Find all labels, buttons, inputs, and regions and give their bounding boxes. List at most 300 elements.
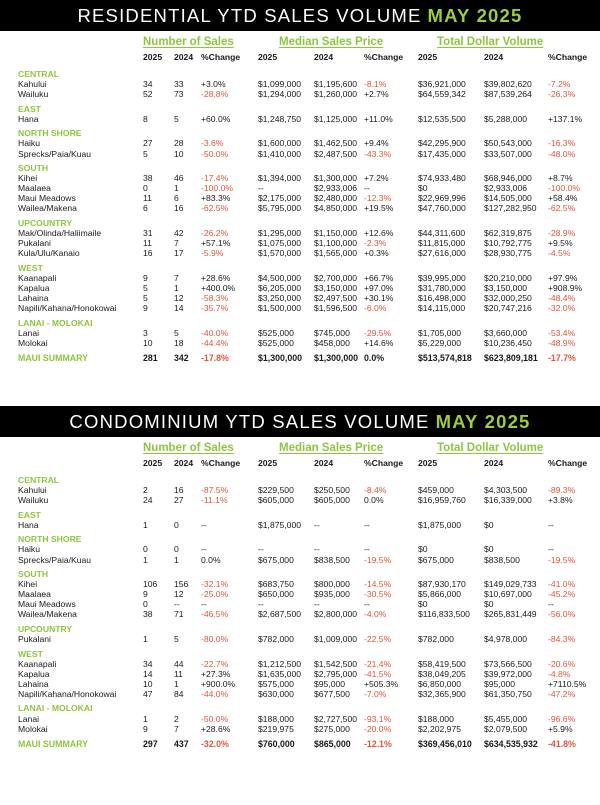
cell-value: $2,700,000 bbox=[314, 272, 358, 283]
cell-value: +83.3% bbox=[201, 193, 231, 204]
cell-value: $16,339,000 bbox=[484, 495, 532, 506]
cell-value: 0 bbox=[143, 599, 148, 610]
cell-value: $14,115,000 bbox=[418, 303, 466, 314]
cell-value: -20.6% bbox=[548, 658, 576, 669]
cell-value: $22,969,996 bbox=[418, 193, 466, 204]
cell-value: $4,500,000 bbox=[258, 272, 302, 283]
cell-value: -- bbox=[314, 519, 320, 530]
cell-value: $1,009,000 bbox=[314, 634, 358, 644]
table-row bbox=[0, 173, 600, 183]
cell-value: 18 bbox=[174, 337, 184, 348]
table-row bbox=[0, 495, 600, 505]
region-name: LANAI - MOLOKAI bbox=[18, 703, 93, 714]
area-name: Maalaea bbox=[18, 183, 51, 194]
cell-value: 46 bbox=[174, 173, 184, 184]
cell-value: -8.1% bbox=[364, 79, 387, 90]
table-row bbox=[0, 679, 600, 689]
cell-value: $10,697,000 bbox=[484, 589, 532, 600]
cell-value: $677,500 bbox=[314, 688, 350, 699]
cell-value: $1,410,000 bbox=[258, 148, 302, 159]
table-row bbox=[0, 303, 600, 313]
cell-value: $1,075,000 bbox=[258, 238, 302, 249]
cell-value: -41.5% bbox=[364, 668, 392, 679]
cell-value: 27 bbox=[143, 138, 153, 149]
cell-value: $1,099,000 bbox=[258, 79, 302, 90]
area-name: Pukalani bbox=[18, 634, 51, 644]
cell-value: $250,500 bbox=[314, 485, 350, 496]
cell-value: $265,831,449 bbox=[484, 609, 537, 620]
summary-value: 437 bbox=[174, 739, 189, 750]
region-label bbox=[0, 104, 600, 114]
cell-value: $3,250,000 bbox=[258, 293, 302, 303]
cell-value: $800,000 bbox=[314, 579, 350, 590]
cell-value: $0 bbox=[484, 519, 494, 530]
summary-value: $513,574,818 bbox=[418, 353, 472, 364]
area-name: Wailea/Makena bbox=[18, 609, 77, 620]
cell-value: $2,175,000 bbox=[258, 193, 302, 204]
column-header: 2025 bbox=[258, 52, 278, 62]
area-name: Molokai bbox=[18, 723, 48, 734]
cell-value: +900.0% bbox=[201, 678, 236, 689]
cell-value: -48.9% bbox=[548, 337, 576, 348]
table-row bbox=[0, 283, 600, 293]
table-row bbox=[0, 203, 600, 213]
cell-value: $12,535,500 bbox=[418, 113, 466, 124]
cell-value: -93.1% bbox=[364, 713, 392, 724]
cell-value: 1 bbox=[174, 282, 179, 293]
cell-value: $1,294,000 bbox=[258, 89, 302, 100]
cell-value: 2 bbox=[143, 485, 148, 496]
cell-value: $188,000 bbox=[258, 713, 294, 724]
cell-value: -100.0% bbox=[548, 183, 581, 194]
cell-value: +0.3% bbox=[364, 248, 389, 259]
cell-value: -50.0% bbox=[201, 713, 229, 724]
cell-value: -- bbox=[364, 599, 370, 610]
cell-value: -56.0% bbox=[548, 609, 576, 620]
table-row bbox=[0, 724, 600, 734]
cell-value: $1,635,000 bbox=[258, 668, 302, 679]
region-name: NORTH SHORE bbox=[18, 128, 82, 139]
cell-value: +5.9% bbox=[548, 723, 573, 734]
cell-value: $39,995,000 bbox=[418, 272, 466, 283]
cell-value: $525,000 bbox=[258, 337, 294, 348]
region-label bbox=[0, 569, 600, 579]
region-label bbox=[0, 128, 600, 138]
cell-value: 17 bbox=[174, 248, 184, 259]
table-row bbox=[0, 689, 600, 699]
cell-value: $1,212,500 bbox=[258, 658, 302, 669]
cell-value: $5,229,000 bbox=[418, 337, 462, 348]
region-label bbox=[0, 703, 600, 713]
cell-value: $1,260,000 bbox=[314, 89, 358, 100]
column-header: 2024 bbox=[484, 52, 504, 62]
cell-value: -16.3% bbox=[548, 138, 576, 149]
summary-value: $369,456,010 bbox=[418, 739, 472, 750]
section-month: MAY 2025 bbox=[427, 4, 523, 26]
cell-value: $2,933,006 bbox=[484, 183, 528, 194]
cell-value: $4,850,000 bbox=[314, 203, 358, 214]
cell-value: $47,760,000 bbox=[418, 203, 466, 214]
cell-value: -14.5% bbox=[364, 579, 392, 590]
region-name: EAST bbox=[18, 509, 41, 520]
cell-value: 84 bbox=[174, 688, 184, 699]
cell-value: 5 bbox=[174, 327, 179, 338]
cell-value: 9 bbox=[143, 589, 148, 600]
cell-value: $116,833,500 bbox=[418, 609, 470, 620]
cell-value: -19.5% bbox=[548, 554, 576, 565]
cell-value: 73 bbox=[174, 89, 184, 100]
summary-value: -32.0% bbox=[201, 739, 229, 750]
cell-value: 24 bbox=[143, 495, 153, 506]
cell-value: -7.0% bbox=[364, 688, 387, 699]
cell-value: $650,000 bbox=[258, 589, 294, 600]
cell-value: 1 bbox=[143, 519, 148, 530]
cell-value: 16 bbox=[143, 248, 153, 259]
cell-value: $39,972,000 bbox=[484, 668, 532, 679]
cell-value: $1,705,000 bbox=[418, 327, 462, 338]
cell-value: $6,205,000 bbox=[258, 282, 302, 293]
cell-value: $525,000 bbox=[258, 327, 294, 338]
cell-value: $3,660,000 bbox=[484, 327, 528, 338]
cell-value: $4,303,500 bbox=[484, 485, 528, 496]
cell-value: +57.1% bbox=[201, 238, 231, 249]
cell-value: -21.4% bbox=[364, 658, 392, 669]
section-title: CONDOMINIUM YTD SALES VOLUME bbox=[69, 410, 430, 432]
column-header: 2025 bbox=[143, 458, 163, 468]
cell-value: $0 bbox=[418, 599, 428, 610]
column-header: 2024 bbox=[174, 52, 194, 62]
section-banner bbox=[0, 406, 600, 437]
cell-value: 7 bbox=[174, 723, 179, 734]
cell-value: -2.3% bbox=[364, 238, 387, 249]
cell-value: $1,295,000 bbox=[258, 228, 302, 238]
cell-value: +30.1% bbox=[364, 293, 394, 303]
column-group-header: Median Sales Price bbox=[279, 36, 384, 48]
cell-value: 1 bbox=[143, 713, 148, 724]
area-name: Lanai bbox=[18, 327, 40, 338]
area-name: Lahaina bbox=[18, 678, 49, 689]
cell-value: $14,505,000 bbox=[484, 193, 532, 204]
cell-value: +137.1% bbox=[548, 113, 583, 124]
cell-value: -41.0% bbox=[548, 579, 576, 590]
area-name: Kaanapali bbox=[18, 272, 57, 283]
cell-value: +19.5% bbox=[364, 203, 394, 214]
cell-value: $782,000 bbox=[258, 634, 294, 644]
cell-value: 16 bbox=[174, 485, 184, 496]
cell-value: 11 bbox=[143, 193, 152, 204]
cell-value: -80.0% bbox=[201, 634, 229, 644]
cell-value: $683,750 bbox=[258, 579, 294, 590]
region-name: UPCOUNTRY bbox=[18, 217, 73, 228]
cell-value: $229,500 bbox=[258, 485, 294, 496]
cell-value: 38 bbox=[143, 609, 153, 620]
cell-value: -- bbox=[174, 599, 180, 610]
cell-value: 1 bbox=[174, 554, 179, 565]
cell-value: 33 bbox=[174, 79, 184, 90]
cell-value: $64,559,342 bbox=[418, 89, 466, 100]
cell-value: -50.0% bbox=[201, 148, 229, 159]
table-row bbox=[0, 328, 600, 338]
area-name: Maalaea bbox=[18, 589, 51, 600]
cell-value: $10,792,775 bbox=[484, 238, 532, 249]
summary-value: 297 bbox=[143, 739, 158, 750]
cell-value: $2,487,500 bbox=[314, 148, 358, 159]
cell-value: +400.0% bbox=[201, 282, 236, 293]
cell-value: +9.4% bbox=[364, 138, 389, 149]
section-title: RESIDENTIAL YTD SALES VOLUME bbox=[77, 4, 422, 26]
cell-value: $605,000 bbox=[258, 495, 294, 506]
region-label bbox=[0, 263, 600, 273]
table-row bbox=[0, 555, 600, 565]
cell-value: -- bbox=[548, 519, 554, 530]
table-row bbox=[0, 273, 600, 283]
cell-value: $675,000 bbox=[258, 554, 294, 565]
cell-value: -5.9% bbox=[201, 248, 224, 259]
cell-value: 0 bbox=[174, 519, 179, 530]
cell-value: -- bbox=[258, 544, 264, 555]
area-name: Haiku bbox=[18, 138, 40, 149]
cell-value: $188,000 bbox=[418, 713, 454, 724]
region-name: WEST bbox=[18, 262, 43, 273]
column-header: 2025 bbox=[143, 52, 163, 62]
cell-value: 10 bbox=[143, 337, 153, 348]
region-name: WEST bbox=[18, 648, 43, 659]
cell-value: 9 bbox=[143, 303, 148, 314]
cell-value: -26.2% bbox=[201, 228, 229, 238]
area-name: Kapalua bbox=[18, 668, 50, 679]
cell-value: $87,930,170 bbox=[418, 579, 466, 590]
cell-value: -62.5% bbox=[201, 203, 229, 214]
cell-value: $5,795,000 bbox=[258, 203, 302, 214]
cell-value: 7 bbox=[174, 272, 179, 283]
cell-value: $62,319,875 bbox=[484, 228, 532, 238]
summary-value: 342 bbox=[174, 353, 189, 364]
summary-value: -41.8% bbox=[548, 739, 576, 750]
cell-value: 38 bbox=[143, 173, 153, 184]
cell-value: $1,394,000 bbox=[258, 173, 302, 184]
column-header: 2025 bbox=[418, 52, 438, 62]
summary-label: MAUI SUMMARY bbox=[18, 739, 89, 750]
table-row bbox=[0, 183, 600, 193]
cell-value: +66.7% bbox=[364, 272, 394, 283]
cell-value: -100.0% bbox=[201, 183, 234, 194]
cell-value: 6 bbox=[143, 203, 148, 214]
cell-value: -17.4% bbox=[201, 173, 229, 184]
table-row bbox=[0, 149, 600, 159]
cell-value: +2.7% bbox=[364, 89, 389, 100]
cell-value: $1,100,000 bbox=[314, 238, 358, 249]
cell-value: 5 bbox=[174, 634, 179, 644]
condominium-table bbox=[0, 437, 600, 805]
cell-value: $95,000 bbox=[314, 678, 346, 689]
cell-value: 9 bbox=[143, 723, 148, 734]
cell-value: +505.3% bbox=[364, 678, 399, 689]
area-name: Napili/Kahana/Honokowai bbox=[18, 688, 117, 699]
cell-value: $0 bbox=[418, 544, 428, 555]
cell-value: $5,866,000 bbox=[418, 589, 462, 600]
area-name: Maui Meadows bbox=[18, 599, 76, 610]
cell-value: $0 bbox=[484, 599, 494, 610]
cell-value: 9 bbox=[143, 272, 148, 283]
cell-value: -4.8% bbox=[548, 668, 571, 679]
column-header: 2024 bbox=[484, 458, 504, 468]
cell-value: 1 bbox=[174, 678, 179, 689]
cell-value: 10 bbox=[174, 148, 184, 159]
area-name: Kahului bbox=[18, 485, 47, 496]
cell-value: +3.8% bbox=[548, 495, 573, 506]
cell-value: -- bbox=[201, 544, 207, 555]
cell-value: $28,930,775 bbox=[484, 248, 532, 259]
cell-value: +7110.5% bbox=[548, 678, 587, 689]
cell-value: +97.9% bbox=[548, 272, 578, 283]
cell-value: -53.4% bbox=[548, 327, 576, 338]
cell-value: $149,029,733 bbox=[484, 579, 537, 590]
cell-value: $2,933,006 bbox=[314, 183, 358, 194]
cell-value: 11 bbox=[174, 668, 183, 679]
cell-value: $1,565,000 bbox=[314, 248, 358, 259]
cell-value: $87,539,264 bbox=[484, 89, 532, 100]
region-label bbox=[0, 649, 600, 659]
table-row bbox=[0, 714, 600, 724]
table-row bbox=[0, 609, 600, 619]
table-row bbox=[0, 248, 600, 258]
cell-value: 47 bbox=[143, 688, 153, 699]
column-header: 2024 bbox=[174, 458, 194, 468]
cell-value: $6,850,000 bbox=[418, 678, 462, 689]
cell-value: -28.9% bbox=[548, 228, 576, 238]
cell-value: $605,000 bbox=[314, 495, 350, 506]
cell-value: $27,616,000 bbox=[418, 248, 466, 259]
cell-value: +11.0% bbox=[364, 113, 393, 124]
cell-value: -45.2% bbox=[548, 589, 576, 600]
cell-value: -84.3% bbox=[548, 634, 576, 644]
column-header: %Change bbox=[548, 458, 588, 468]
cell-value: +7.2% bbox=[364, 173, 389, 184]
column-header: 2024 bbox=[314, 458, 334, 468]
cell-value: -32.0% bbox=[548, 303, 576, 314]
cell-value: +27.3% bbox=[201, 668, 231, 679]
area-name: Kahului bbox=[18, 79, 47, 90]
cell-value: $68,946,000 bbox=[484, 173, 532, 184]
cell-value: $458,000 bbox=[314, 337, 350, 348]
section-banner bbox=[0, 0, 600, 31]
region-label bbox=[0, 534, 600, 544]
area-name: Lanai bbox=[18, 713, 40, 724]
column-header: 2025 bbox=[258, 458, 278, 468]
cell-value: $0 bbox=[418, 183, 428, 194]
region-label bbox=[0, 318, 600, 328]
cell-value: 12 bbox=[174, 589, 184, 600]
cell-value: $3,150,000 bbox=[314, 282, 358, 293]
area-name: Napili/Kahana/Honokowai bbox=[18, 303, 117, 314]
cell-value: -46.5% bbox=[201, 609, 229, 620]
cell-value: +8.7% bbox=[548, 173, 573, 184]
cell-value: $575,000 bbox=[258, 678, 294, 689]
table-row bbox=[0, 544, 600, 554]
cell-value: $74,933,480 bbox=[418, 173, 466, 184]
cell-value: 12 bbox=[174, 293, 184, 303]
cell-value: +3.0% bbox=[201, 79, 226, 90]
cell-value: $127,282,950 bbox=[484, 203, 537, 214]
cell-value: 1 bbox=[174, 183, 179, 194]
cell-value: 14 bbox=[143, 668, 153, 679]
cell-value: 5 bbox=[143, 148, 148, 159]
cell-value: 31 bbox=[143, 228, 153, 238]
table-row bbox=[0, 293, 600, 303]
table-row bbox=[0, 193, 600, 203]
cell-value: 0.0% bbox=[364, 495, 384, 506]
cell-value: -- bbox=[201, 599, 207, 610]
cell-value: -- bbox=[258, 183, 264, 194]
area-name: Molokai bbox=[18, 337, 48, 348]
cell-value: 28 bbox=[174, 138, 184, 149]
region-label bbox=[0, 163, 600, 173]
summary-value: 281 bbox=[143, 353, 158, 364]
cell-value: 5 bbox=[143, 282, 148, 293]
cell-value: -26.3% bbox=[548, 89, 576, 100]
cell-value: $1,570,000 bbox=[258, 248, 302, 259]
cell-value: 1 bbox=[143, 554, 148, 565]
cell-value: $1,125,000 bbox=[314, 113, 358, 124]
area-name: Kaanapali bbox=[18, 658, 57, 669]
cell-value: $39,802,620 bbox=[484, 79, 532, 90]
column-group-header: Median Sales Price bbox=[279, 442, 384, 454]
cell-value: 42 bbox=[174, 228, 184, 238]
area-name: Lahaina bbox=[18, 293, 49, 303]
cell-value: -25.0% bbox=[201, 589, 229, 600]
cell-value: $219,975 bbox=[258, 723, 294, 734]
cell-value: +28.6% bbox=[201, 723, 231, 734]
cell-value: $33,507,000 bbox=[484, 148, 532, 159]
area-name: Wailuku bbox=[18, 495, 49, 506]
cell-value: $1,150,000 bbox=[314, 228, 358, 238]
column-group-header: Total Dollar Volume bbox=[437, 442, 544, 454]
cell-value: -- bbox=[258, 599, 264, 610]
region-name: LANAI - MOLOKAI bbox=[18, 317, 93, 328]
cell-value: 156 bbox=[174, 579, 189, 590]
cell-value: 0.0% bbox=[201, 554, 221, 565]
cell-value: -44.0% bbox=[201, 688, 229, 699]
summary-value: -17.8% bbox=[201, 353, 229, 364]
region-label bbox=[0, 218, 600, 228]
summary-label: MAUI SUMMARY bbox=[18, 353, 89, 364]
region-name: NORTH SHORE bbox=[18, 534, 82, 545]
cell-value: -29.5% bbox=[364, 327, 392, 338]
cell-value: $58,419,500 bbox=[418, 658, 466, 669]
cell-value: -- bbox=[314, 599, 320, 610]
cell-value: 0 bbox=[143, 544, 148, 555]
cell-value: -- bbox=[364, 519, 370, 530]
area-name: Kapalua bbox=[18, 282, 50, 293]
cell-value: -48.0% bbox=[548, 148, 576, 159]
region-name: UPCOUNTRY bbox=[18, 623, 73, 634]
summary-value: $865,000 bbox=[314, 739, 351, 750]
region-label bbox=[0, 624, 600, 634]
section-month: MAY 2025 bbox=[435, 410, 531, 432]
cell-value: -- bbox=[314, 544, 320, 555]
cell-value: $2,800,000 bbox=[314, 609, 358, 620]
cell-value: $42,295,900 bbox=[418, 138, 466, 149]
cell-value: 7 bbox=[174, 238, 179, 249]
cell-value: $10,236,450 bbox=[484, 337, 532, 348]
area-name: Sprecks/Paia/Kuau bbox=[18, 148, 92, 159]
column-header: %Change bbox=[201, 458, 241, 468]
cell-value: +60.0% bbox=[201, 113, 231, 124]
column-header: %Change bbox=[548, 52, 588, 62]
residential-table bbox=[0, 31, 600, 406]
cell-value: -87.5% bbox=[201, 485, 229, 496]
area-name: Hana bbox=[18, 113, 39, 124]
